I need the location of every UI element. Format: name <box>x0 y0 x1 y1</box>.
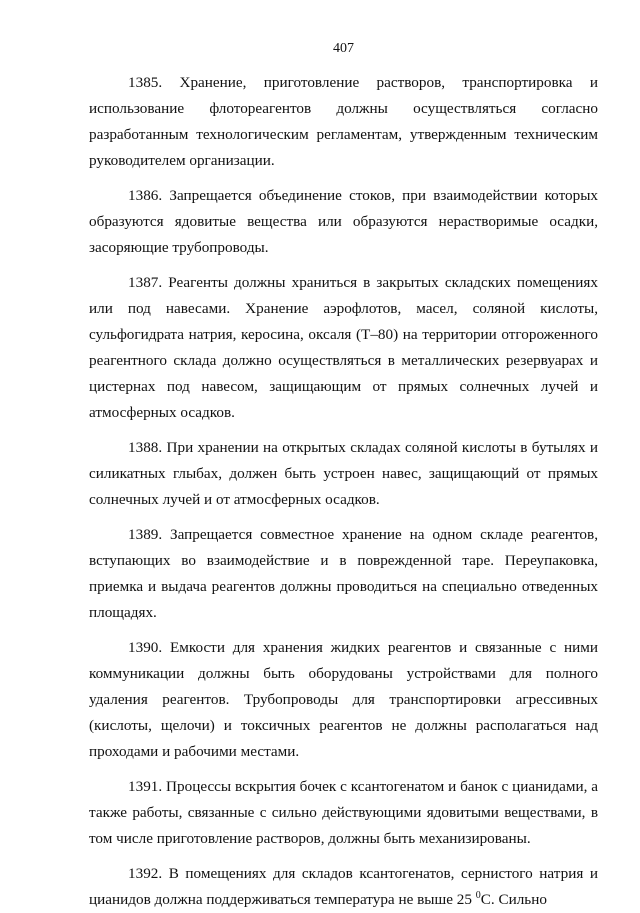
paragraph-1387: 1387. Реагенты должны храниться в закрытых складских помещениях или под навесами. Хранение аэрофлотов, масел, соляной кислоты, сульфогидрата натрия, керосина, оксаля (Т–80) на территории отгороженного реагентного склада должно осуществляться в металлических резервуарах и цистернах под навесом, защищающим от прямых солнечных лучей и атмосферных осадков. <box>89 274 598 421</box>
paragraph-1392-text: 1392. В помещениях для складов ксантогенатов, сернистого натрия и цианидов должна поддерживаться температура не выше 25 <box>89 865 598 908</box>
page-number: 407 <box>333 41 354 56</box>
paragraph-1392 <box>89 861 598 913</box>
paragraph-1391: 1391. Процессы вскрытия бочек с ксантогенатом и банок с цианидами, а также работы, связанные с сильно действующими ядовитыми веществами, в том числе приготовление растворов, должны быть механизированы. <box>89 778 598 847</box>
paragraph-1388: 1388. При хранении на открытых складах соляной кислоты в бутылях и силикатных глыбах, должен быть устроен навес, защищающий от прямых солнечных лучей и от атмосферных осадков. <box>89 439 598 508</box>
paragraph-1392-continuation: С. Сильно <box>480 891 547 908</box>
paragraph-1390: 1390. Емкости для хранения жидких реагентов и связанные с ними коммуникации должны быть оборудованы устройствами для полного удаления реагентов. Трубопроводы для транспортировки агрессивных (кислоты, щелочи) и токсичных реагентов не должны располагаться над проходами и рабочими местами. <box>89 639 598 760</box>
degree-superscript: 0 <box>475 890 481 901</box>
paragraph-1389: 1389. Запрещается совместное хранение на одном складе реагентов, вступающих во взаимодействие и в поврежденной таре. Переупаковка, приемка и выдача реагентов должны проводиться на специально отведенных площадях. <box>89 526 598 621</box>
paragraph-1385: 1385. Хранение, приготовление растворов, транспортировка и использование флотореагентов должны осуществляться согласно разработанным технологическим регламентам, утвержденным техническим руководителем организации. <box>89 74 598 169</box>
paragraph-1386: 1386. Запрещается объединение стоков, при взаимодействии которых образуются ядовитые вещества или образуются нерастворимые осадки, засоряющие трубопроводы. <box>89 187 598 256</box>
